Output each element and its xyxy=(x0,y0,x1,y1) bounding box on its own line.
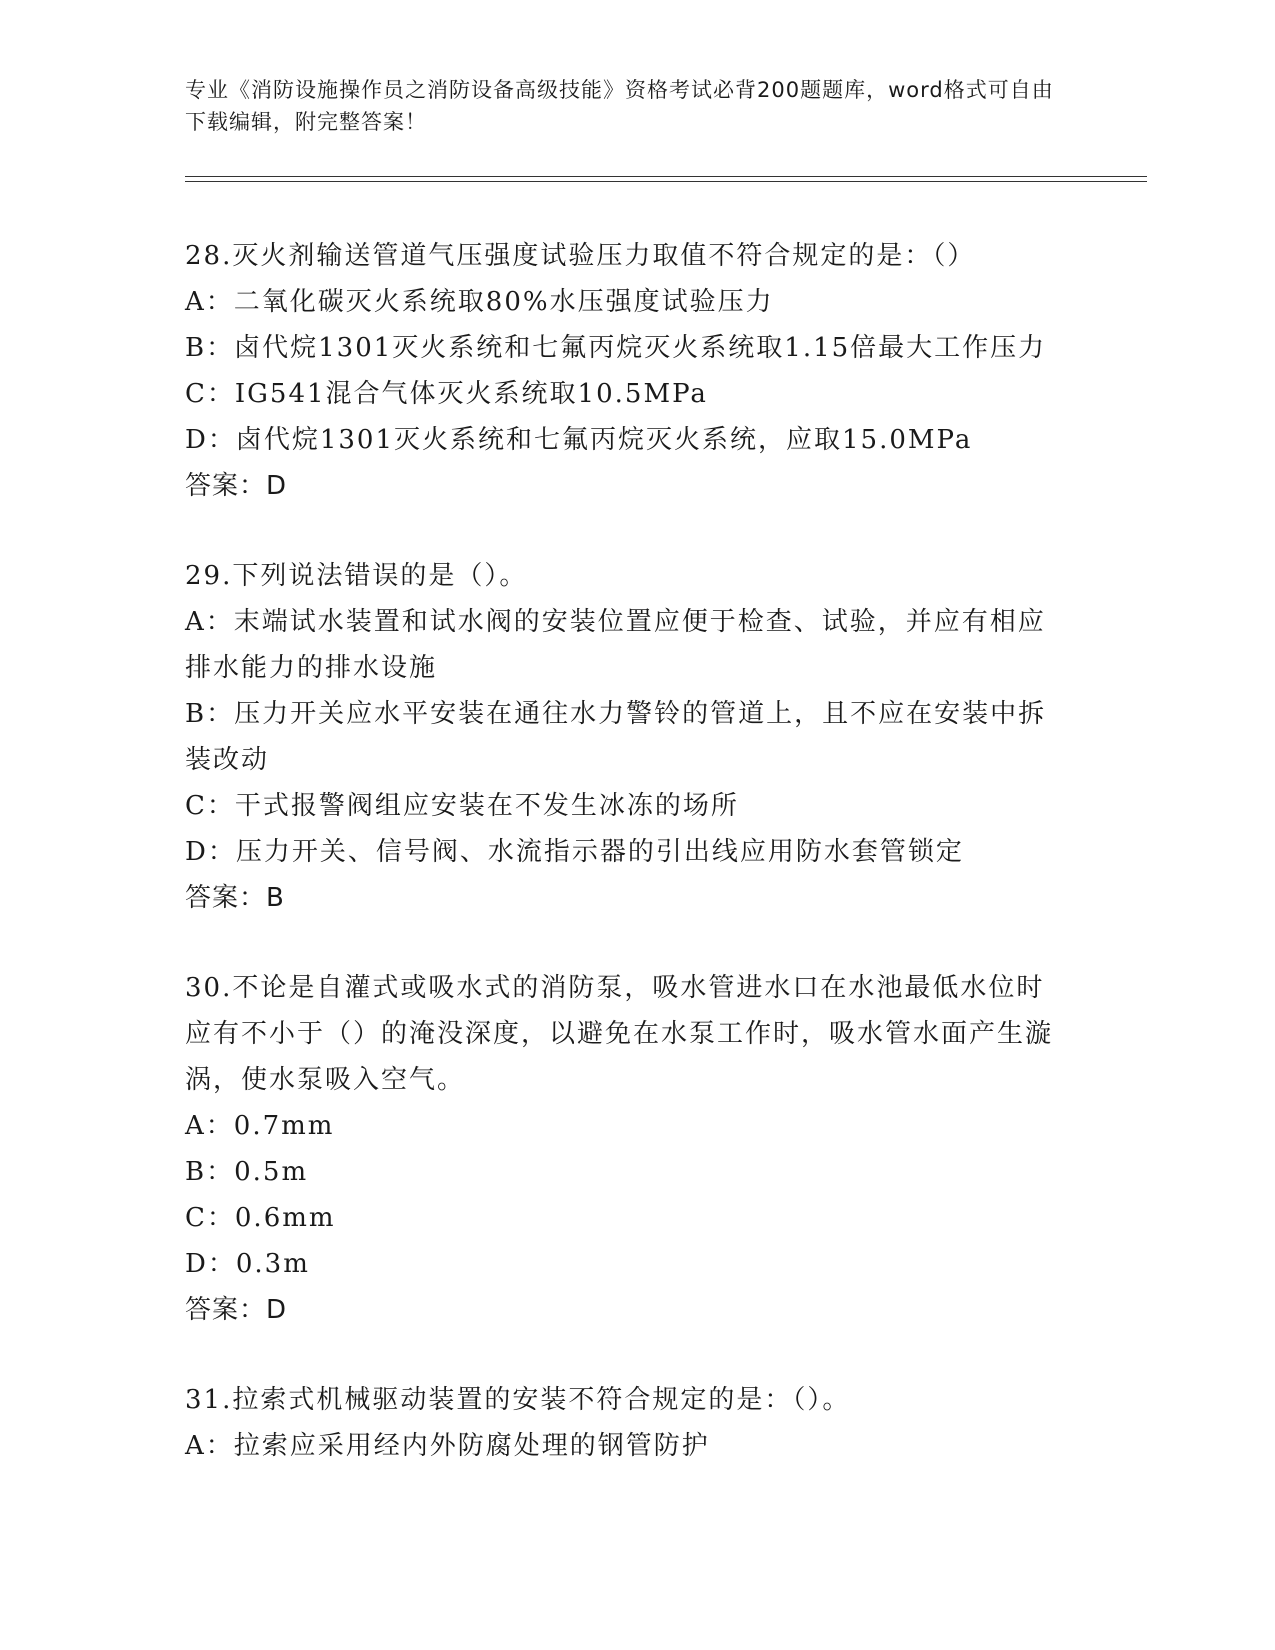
option-a: A：末端试水装置和试水阀的安装位置应便于检查、试验，并应有相应排水能力的排水设施 xyxy=(185,607,1046,683)
option-b: B：0.5m xyxy=(185,1157,309,1187)
option-b: B：卤代烷1301灭火系统和七氟丙烷灭火系统取1.15倍最大工作压力 xyxy=(185,333,1047,363)
option-c: C：0.6mm xyxy=(185,1203,336,1233)
question-31 xyxy=(185,1377,1065,1469)
question-30 xyxy=(185,965,1065,1333)
option-a: A：0.7mm xyxy=(185,1111,335,1141)
question-28 xyxy=(185,233,1065,509)
answer: 答案：D xyxy=(185,471,288,501)
question-stem: 28.灭火剂输送管道气压强度试验压力取值不符合规定的是：（） xyxy=(185,241,976,271)
answer: 答案：D xyxy=(185,1295,288,1325)
option-c: C：干式报警阀组应安装在不发生冰冻的场所 xyxy=(185,791,739,821)
option-c: C：IG541混合气体灭火系统取10.5MPa xyxy=(185,379,708,409)
option-a: A：拉索应采用经内外防腐处理的钢管防护 xyxy=(185,1431,710,1461)
question-stem: 29.下列说法错误的是（）。 xyxy=(185,561,528,591)
option-d: D：卤代烷1301灭火系统和七氟丙烷灭火系统，应取15.0MPa xyxy=(185,425,973,455)
answer: 答案：B xyxy=(185,883,285,913)
question-stem: 31.拉索式机械驱动装置的安装不符合规定的是：（）。 xyxy=(185,1385,851,1415)
option-d: D：压力开关、信号阀、水流指示器的引出线应用防水套管锁定 xyxy=(185,837,964,867)
header-divider-top xyxy=(185,176,1147,177)
option-b: B：压力开关应水平安装在通往水力警铃的管道上，且不应在安装中拆装改动 xyxy=(185,699,1047,775)
question-list xyxy=(185,233,1065,1513)
document-header xyxy=(185,74,1065,138)
question-29 xyxy=(185,553,1065,921)
option-d: D：0.3m xyxy=(185,1249,310,1279)
header-divider-bottom xyxy=(185,181,1147,182)
option-a: A：二氧化碳灭火系统取80%水压强度试验压力 xyxy=(185,287,774,317)
question-stem: 30.不论是自灌式或吸水式的消防泵，吸水管进水口在水池最低水位时应有不小于（）的淹没深度，以避免在水泵工作时，吸水管水面产生漩涡，使水泵吸入空气。 xyxy=(185,973,1054,1095)
header-text: 专业《消防设施操作员之消防设备高级技能》资格考试必背200题题库，word格式可自由下载编辑，附完整答案！ xyxy=(185,78,1054,134)
